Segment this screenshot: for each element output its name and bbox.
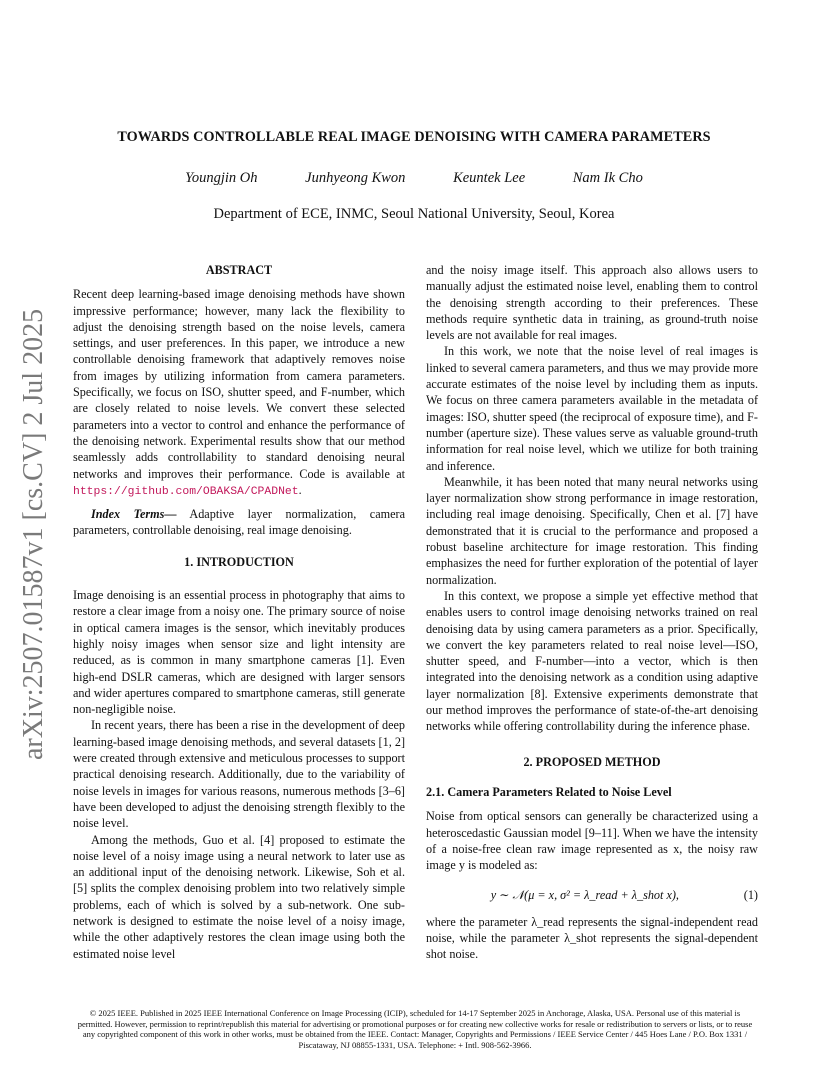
method-heading: 2. PROPOSED METHOD: [523, 754, 661, 769]
equation-number: (1): [743, 888, 758, 903]
index-terms-label: Index Terms—: [91, 507, 177, 522]
author-name: Nam Ik Cho: [572, 170, 643, 186]
intro-heading: 1. INTRODUCTION: [184, 554, 294, 569]
code-link[interactable]: https://github.com/OBAKSA/CPADNet: [73, 485, 299, 498]
abstract-end: .: [298, 482, 302, 497]
intro-paragraph: In recent years, there has been a rise in the development of deep learning-based image denoising methods, and several datasets [1, 2] were created through extensive and meticulous processes to support practical denoising research. Additionally, due to the variability of noise levels in images for various reasons, numerous methods [3–6] have been developed to adjust the denoising strength flexibly to the noise level.: [73, 718, 405, 831]
intro-paragraph: and the noisy image itself. This approach also allows users to manually adjust the estimated noise level, enabling them to control the denoising strength according to their preferences. These methods require synthetic data in training, as ground-truth noise levels are not available for real images.: [426, 263, 758, 343]
right-column: [426, 262, 758, 963]
copyright-footer: © 2025 IEEE. Published in 2025 IEEE International Conference on Image Processing (ICIP), scheduled for 14-17 September 2025 in Anchorage, Alaska, USA. Personal use of this material is permitted. However, permission to reprint/republish this material for advertising or promotional purposes or for creating new collective works for resale or redistribution to servers or lists, or to reuse any copyrighted component of this work in other works, must be obtained from the IEEE. Contact: Manager, Copyrights and Permissions / IEEE Service Center / 445 Hoes Lane / P.O. Box 1331 / Piscataway, NJ 08855-1331, USA. Telephone: + Intl. 908-562-3966.: [77, 1008, 753, 1050]
intro-paragraph: Meanwhile, it has been noted that many neural networks using layer normalization show strong performance in image restoration, including real image denoising. Specifically, Chen et al. [7] have demonstrated that it is crucial to the performance and proposed a robust baseline architecture for image restoration. This finding emphasizes the need for further exploration of the potential of layer normalization.: [426, 474, 758, 587]
equation-body: y ∼ 𝒩(μ = x, σ² = λ_read + λ_shot x),: [490, 888, 679, 903]
intro-paragraph: In this context, we propose a simple yet effective method that enables users to control image denoising networks trained on real denoising data by using camera parameters as a prior. Specifically, we convert the key parameters related to real noise level—ISO, shutter speed, and F-number—into a vector, which is then integrated into the denoising network as a condition using adaptive layer normalization [8]. Extensive experiments demonstrate that our method improves the performance of state-of-the-art denoising networks while offering controllability during the inference phase.: [426, 588, 758, 734]
abstract-heading: ABSTRACT: [205, 263, 273, 277]
affiliation: Department of ECE, INMC, Seoul National University, Seoul, Korea: [213, 206, 615, 222]
author-name: Youngjin Oh: [185, 170, 258, 186]
method-paragraph: Noise from optical sensors can generally be characterized using a heteroscedastic Gaussian model [9–11]. When we have the intensity of a noise-free clean raw image represented as x, the noisy raw image y is modeled as:: [426, 809, 759, 873]
intro-paragraph: In this work, we note that the noise level of real images is linked to several camera parameters, and thus we may provide more accurate estimates of the noise level by including them as inputs. We focus on three camera parameters available in the metadata of images: ISO, shutter speed (the reciprocal of exposure time), and F-number (aperture size). These values serve as valuable ground-truth information for real noise level, which we utilize for both training and inference.: [426, 344, 758, 473]
author-name: Junhyeong Kwon: [305, 170, 406, 186]
equation-1: [426, 887, 758, 903]
intro-paragraph: Among the methods, Guo et al. [4] proposed to estimate the noise level of a noisy image using a neural network to later use as an additional input of the denoising network. Likewise, Soh et al. [5] splits the complex denoising problem into two relatively simple problems, each of which is solved by a sub-network. One sub-network is designed to estimate the noise level of a noisy image, while the other adaptively restores the clean image using both the estimated noise level: [73, 832, 405, 961]
abstract-body: Recent deep learning-based image denoising methods have shown impressive performance; however, many lack the flexibility to adjust the denoising strength based on the noise levels, camera settings, and user preferences. In this paper, we introduce a new controllable denoising framework that adaptively removes noise from images by utilizing information from camera parameters. Specifically, we focus on ISO, shutter speed, and F-number, which are closely related to noise levels. We convert these selected parameters into a vector to control and enhance the performance of the denoising network. Experimental results show that our method seamlessly adds controllability to standard denoising neural networks and improves their performance. Code is available at: [73, 287, 405, 481]
abstract-text: [73, 286, 405, 500]
author-name: Keuntek Lee: [453, 170, 526, 186]
method-subheading: 2.1. Camera Parameters Related to Noise Level: [426, 784, 672, 799]
index-terms-text: Adaptive layer normalization, camera parameters, controllable denoising, real image denoising.: [73, 507, 405, 538]
arxiv-stamp: arXiv:2507.01587v1 [cs.CV] 2 Jul 2025: [18, 308, 49, 760]
author-list: [0, 170, 828, 187]
left-column: [73, 262, 405, 962]
intro-paragraph: Image denoising is an essential process in photography that aims to restore a clear image from a noisy one. The primary source of noise in optical camera images is the sensor, which inevitably produces highly noisy images when sensor size and light intensity are reduced, as is common in many smartphone cameras [1]. Even high-end DSLR cameras, which are designed with larger sensors and wider apertures compared to smartphone cameras, still generate non-negligible noise.: [73, 588, 405, 717]
index-terms: [73, 506, 405, 539]
method-paragraph: where the parameter λ_read represents the signal-independent read noise, while the parameter λ_shot represents the signal-dependent shot noise.: [426, 914, 758, 962]
paper-title: TOWARDS CONTROLLABLE REAL IMAGE DENOISING WITH CAMERA PARAMETERS: [117, 129, 711, 145]
